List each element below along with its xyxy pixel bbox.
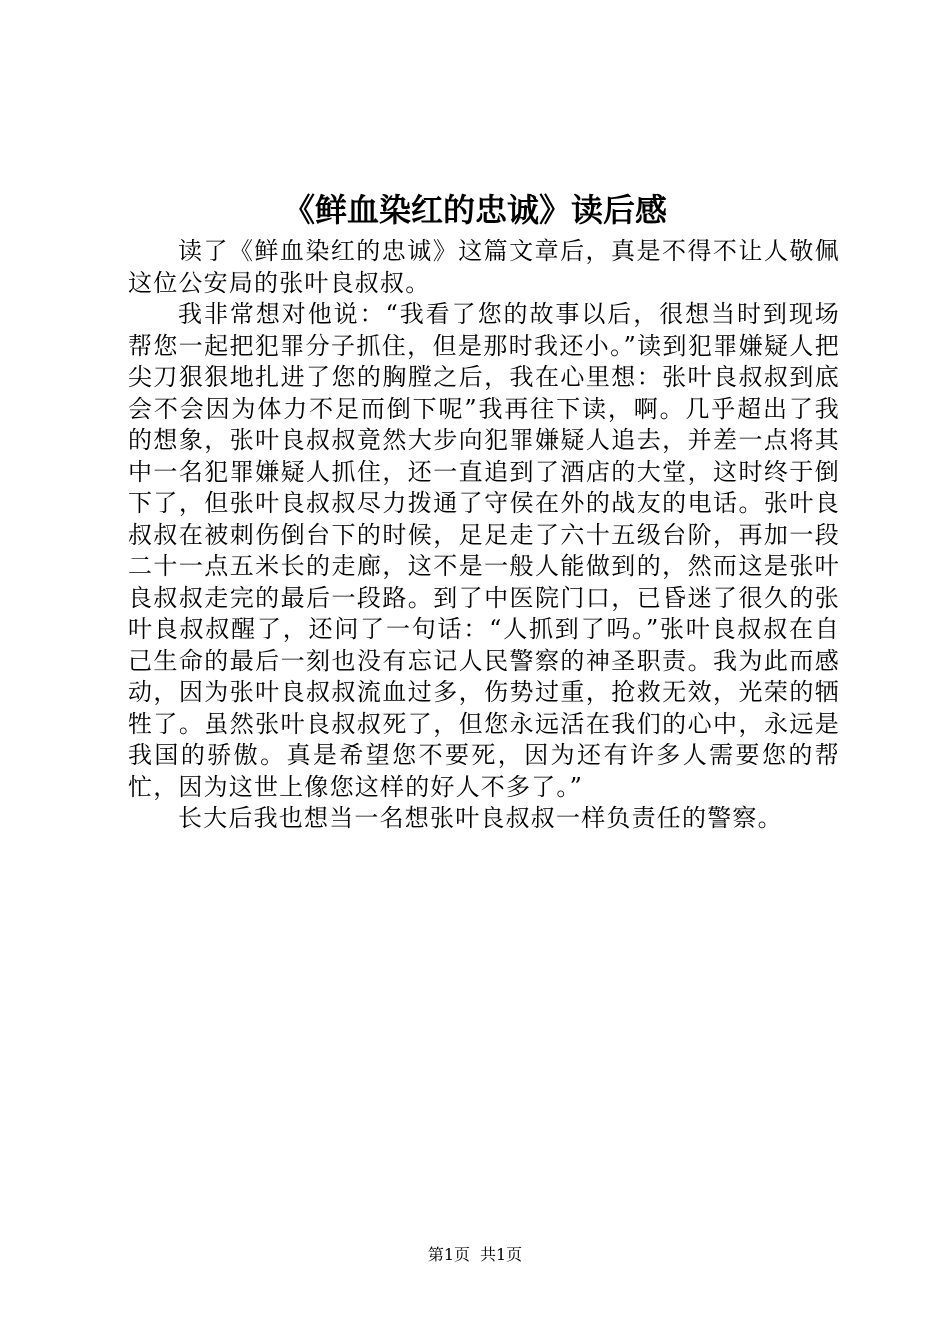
page-number-current: 第1页 <box>427 1245 470 1264</box>
document-body <box>128 236 840 835</box>
paragraph-2: 我非常想对他说：“我看了您的故事以后，很想当时到现场帮您一起把犯罪分子抓住，但是那时我还小。”读到犯罪嫌疑人把尖刀狠狠地扎进了您的胸膛之后，我在心里想：张叶良叔叔到底会不会因为体力不足而倒下呢”我再往下读，啊。几乎超出了我的想象，张叶良叔叔竟然大步向犯罪嫌疑人追去，并差一点将其中一名犯罪嫌疑人抓住，还一直追到了酒店的大堂，这时终于倒下了，但张叶良叔叔尽力拨通了守侯在外的战友的电话。张叶良叔叔在被刺伤倒台下的时候，足足走了六十五级台阶，再加一段二十一点五米长的走廊，这不是一般人能做到的，然而这是张叶良叔叔走完的最后一段路。到了中医院门口，已昏迷了很久的张叶良叔叔醒了，还问了一句话：“人抓到了吗。”张叶良叔叔在自己生命的最后一刻也没有忘记人民警察的神圣职责。我为此而感动，因为张叶良叔叔流血过多，伤势过重，抢救无效，光荣的牺牲了。虽然张叶良叔叔死了，但您永远活在我们的心中，永远是我国的骄傲。真是希望您不要死，因为还有许多人需要您的帮忙，因为这世上像您这样的好人不多了。” <box>128 300 840 801</box>
paragraph-1: 读了《鲜血染红的忠诚》这篇文章后，真是不得不让人敬佩这位公安局的张叶良叔叔。 <box>128 237 840 297</box>
document-title: 《鲜血染红的忠诚》读后感 <box>282 191 667 229</box>
page-number-total: 共1页 <box>480 1245 523 1264</box>
page-footer <box>0 1244 950 1266</box>
paragraph-3: 长大后我也想当一名想张叶良叔叔一样负责任的警察。 <box>178 804 783 832</box>
